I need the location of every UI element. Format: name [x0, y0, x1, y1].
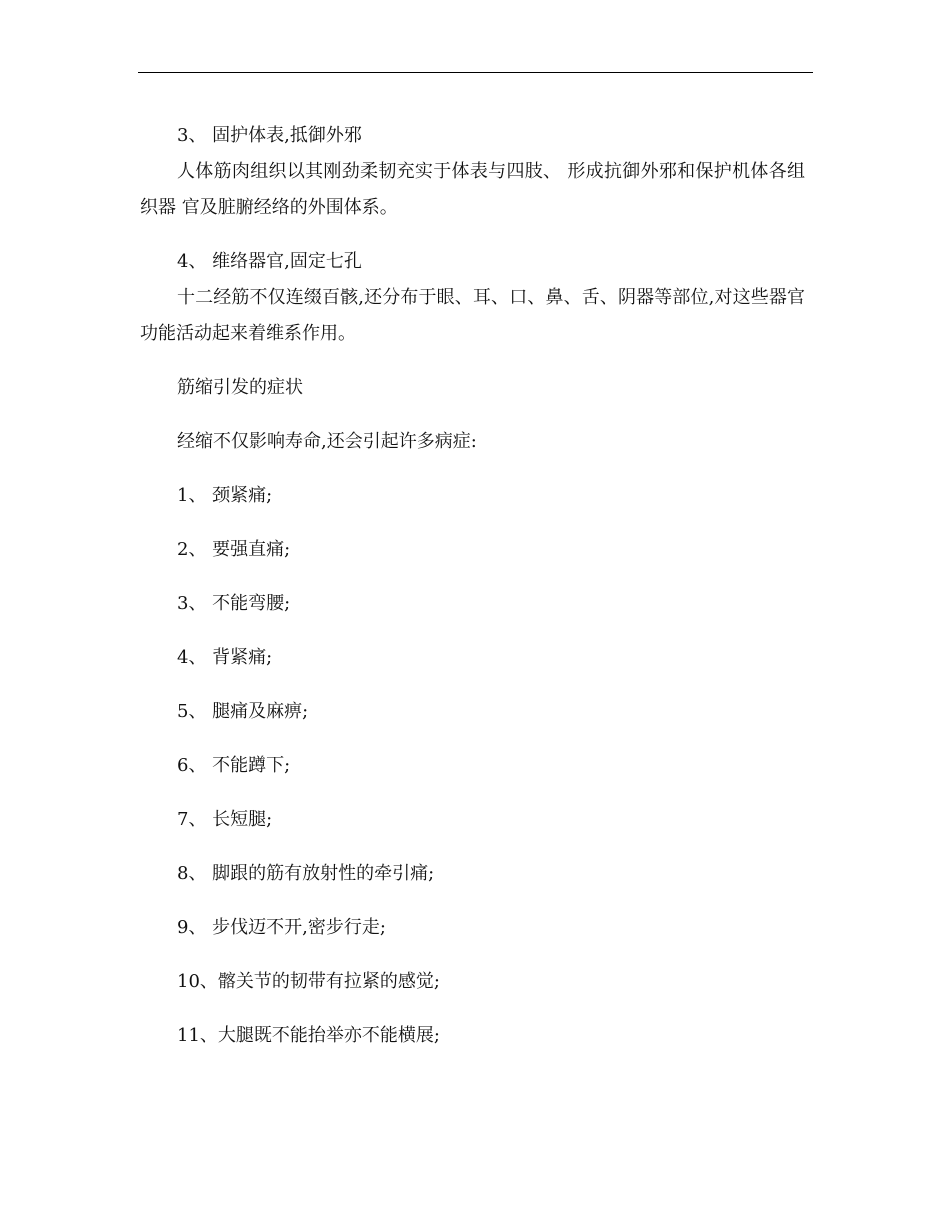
symptom-item-7: 7、 长短腿;	[177, 809, 273, 830]
symptoms-heading: 筋缩引发的症状	[177, 377, 303, 398]
symptom-item-2: 2、 要强直痛;	[177, 539, 291, 560]
paragraph-protect-body: 人体筋肉组织以其刚劲柔韧充实于体表与四肢、 形成抗御外邪和保护机体各组织器 官及脏腑经络的外围体系。	[140, 161, 805, 218]
symptom-item-11: 11、大腿既不能抬举亦不能横展;	[177, 1025, 440, 1046]
section-heading-3: 3、 固护体表,抵御外邪	[177, 125, 362, 146]
symptom-item-8: 8、 脚跟的筋有放射性的牵引痛;	[177, 863, 435, 884]
symptom-item-9: 9、 步伐迈不开,密步行走;	[177, 917, 386, 938]
symptom-item-6: 6、 不能蹲下;	[177, 755, 291, 776]
paragraph-twelve-meridians: 十二经筋不仅连缀百骸,还分布于眼、耳、口、鼻、舌、阴器等部位,对这些器官 功能活动起来着维系作用。	[140, 287, 805, 344]
header-rule	[138, 72, 813, 73]
symptom-item-10: 10、髂关节的韧带有拉紧的感觉;	[177, 971, 440, 992]
symptoms-intro: 经缩不仅影响寿命,还会引起许多病症:	[177, 431, 477, 452]
document-body	[140, 118, 805, 1054]
symptom-item-3: 3、 不能弯腰;	[177, 593, 291, 614]
symptom-item-1: 1、 颈紧痛;	[177, 485, 273, 506]
symptom-item-4: 4、 背紧痛;	[177, 647, 273, 668]
symptom-item-5: 5、 腿痛及麻痹;	[177, 701, 309, 722]
section-heading-4: 4、 维络器官,固定七孔	[177, 251, 362, 272]
